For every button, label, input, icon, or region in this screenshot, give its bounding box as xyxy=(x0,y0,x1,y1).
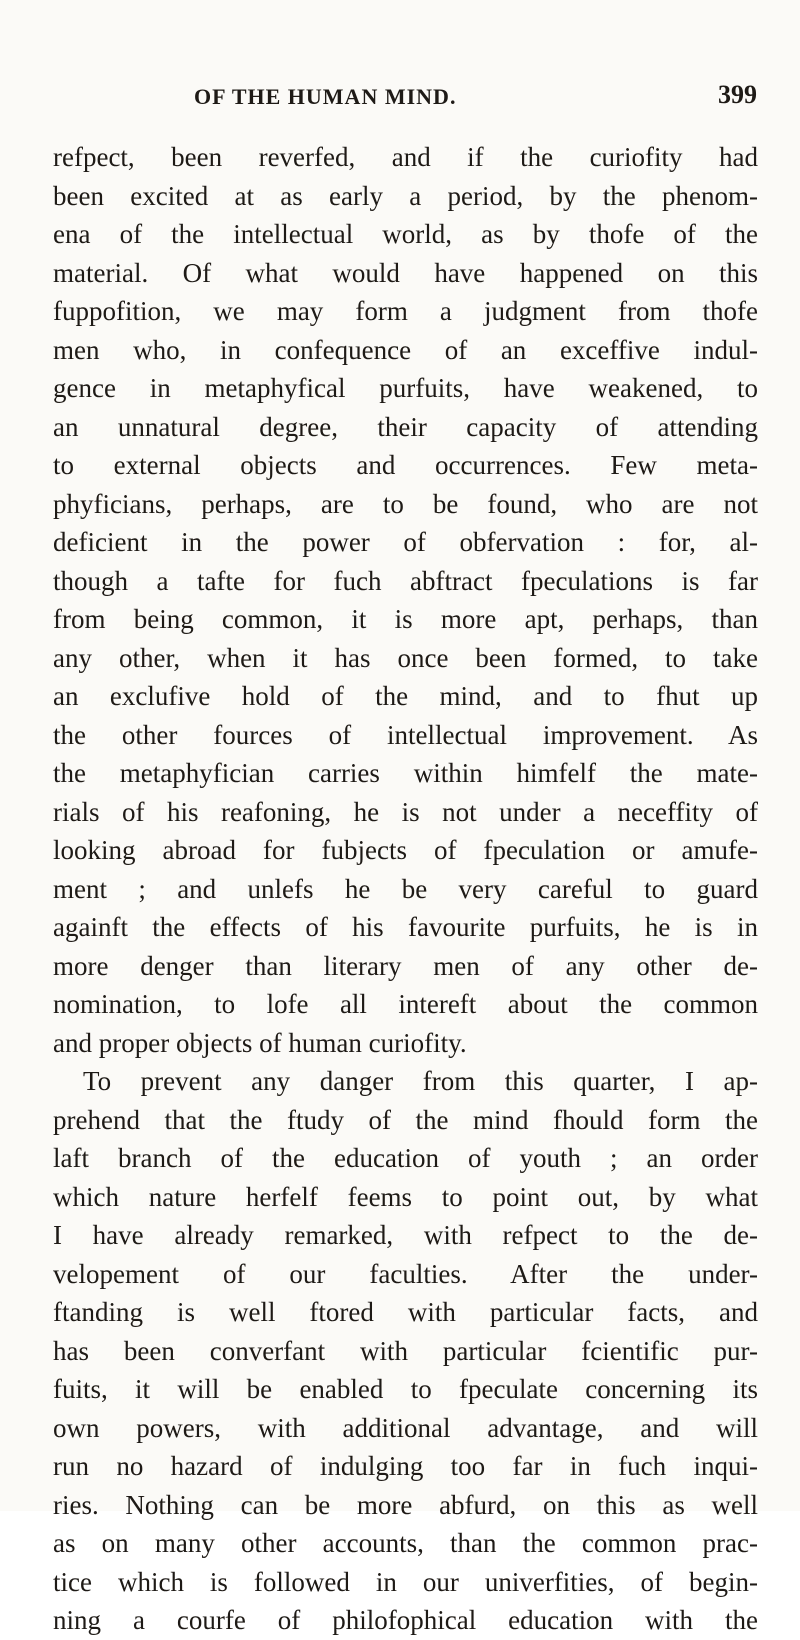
paragraph-start-line: To prevent any danger from this quarter, I ap- xyxy=(83,1066,758,1096)
text-line: phyficians, perhaps, are to be found, who are not xyxy=(53,488,758,519)
text-line: refpect, been reverfed, and if the curiofity had xyxy=(53,142,758,172)
text-line: which nature herfelf feems to point out, by what xyxy=(53,1181,758,1212)
text-line: an unnatural degree, their capacity of attending xyxy=(53,411,758,442)
text-line: as on many other accounts, than the common prac- xyxy=(53,1528,758,1558)
text-line: the other fources of intellectual improvement. As xyxy=(53,719,758,750)
text-line: tice which is followed in our univerfities, of begin- xyxy=(53,1566,758,1597)
text-line: laft branch of the education of youth ; an order xyxy=(53,1143,758,1173)
text-line: rials of his reafoning, he is not under a neceffity of xyxy=(53,796,758,827)
text-line: though a tafte for fuch abftract fpeculations is far xyxy=(53,565,758,596)
page-number: 399 xyxy=(718,80,757,109)
text-line: nomination, to lofe all intereft about the common xyxy=(53,989,758,1019)
text-line: looking abroad for fubjects of fpeculation or amufe- xyxy=(53,835,758,865)
text-line: been excited at as early a period, by the phenom- xyxy=(53,180,758,211)
text-line: againft the effects of his favourite purfuits, he is in xyxy=(53,912,758,942)
text-line: prehend that the ftudy of the mind fhould form the xyxy=(53,1104,758,1135)
text-line: more denger than literary men of any other de- xyxy=(53,950,758,981)
text-line: ries. Nothing can be more abfurd, on this as well xyxy=(53,1489,758,1520)
text-line: material. Of what would have happened on this xyxy=(53,257,758,288)
text-line: deficient in the power of obfervation : for, al- xyxy=(53,527,758,557)
text-line: any other, when it has once been formed, to take xyxy=(53,642,758,673)
text-line: the metaphyfician carries within himfelf the mate- xyxy=(53,758,758,788)
text-line: from being common, it is more apt, perhaps, than xyxy=(53,604,758,634)
text-line: run no hazard of indulging too far in fuch inqui- xyxy=(53,1451,758,1481)
text-line: velopement of our faculties. After the under- xyxy=(53,1258,758,1289)
paragraph-end-line: and proper objects of human curiofity. xyxy=(53,1027,467,1058)
text-line: fuppofition, we may form a judgment from thofe xyxy=(53,296,758,326)
text-line: men who, in confequence of an exceffive indul- xyxy=(53,334,758,365)
text-line: to external objects and occurrences. Few meta- xyxy=(53,450,758,480)
text-line: an exclufive hold of the mind, and to fhut up xyxy=(53,681,758,711)
text-line: fuits, it will be enabled to fpeculate concerning its xyxy=(53,1374,758,1404)
text-line: I have already remarked, with refpect to the de- xyxy=(53,1220,758,1250)
text-line: gence in metaphyfical purfuits, have weakened, to xyxy=(53,373,758,403)
text-line: ment ; and unlefs he be very careful to guard xyxy=(53,873,758,904)
text-line: own powers, with additional advantage, and will xyxy=(53,1412,758,1443)
running-head: OF THE HUMAN MIND. xyxy=(194,84,457,109)
text-line: ftanding is well ftored with particular facts, and xyxy=(53,1297,758,1327)
text-line: has been converfant with particular fcientific pur- xyxy=(53,1335,758,1366)
text-line: ena of the intellectual world, as by thofe of the xyxy=(53,219,758,249)
text-line: ning a courfe of philofophical education with the xyxy=(53,1605,758,1635)
body-text xyxy=(53,138,758,1640)
